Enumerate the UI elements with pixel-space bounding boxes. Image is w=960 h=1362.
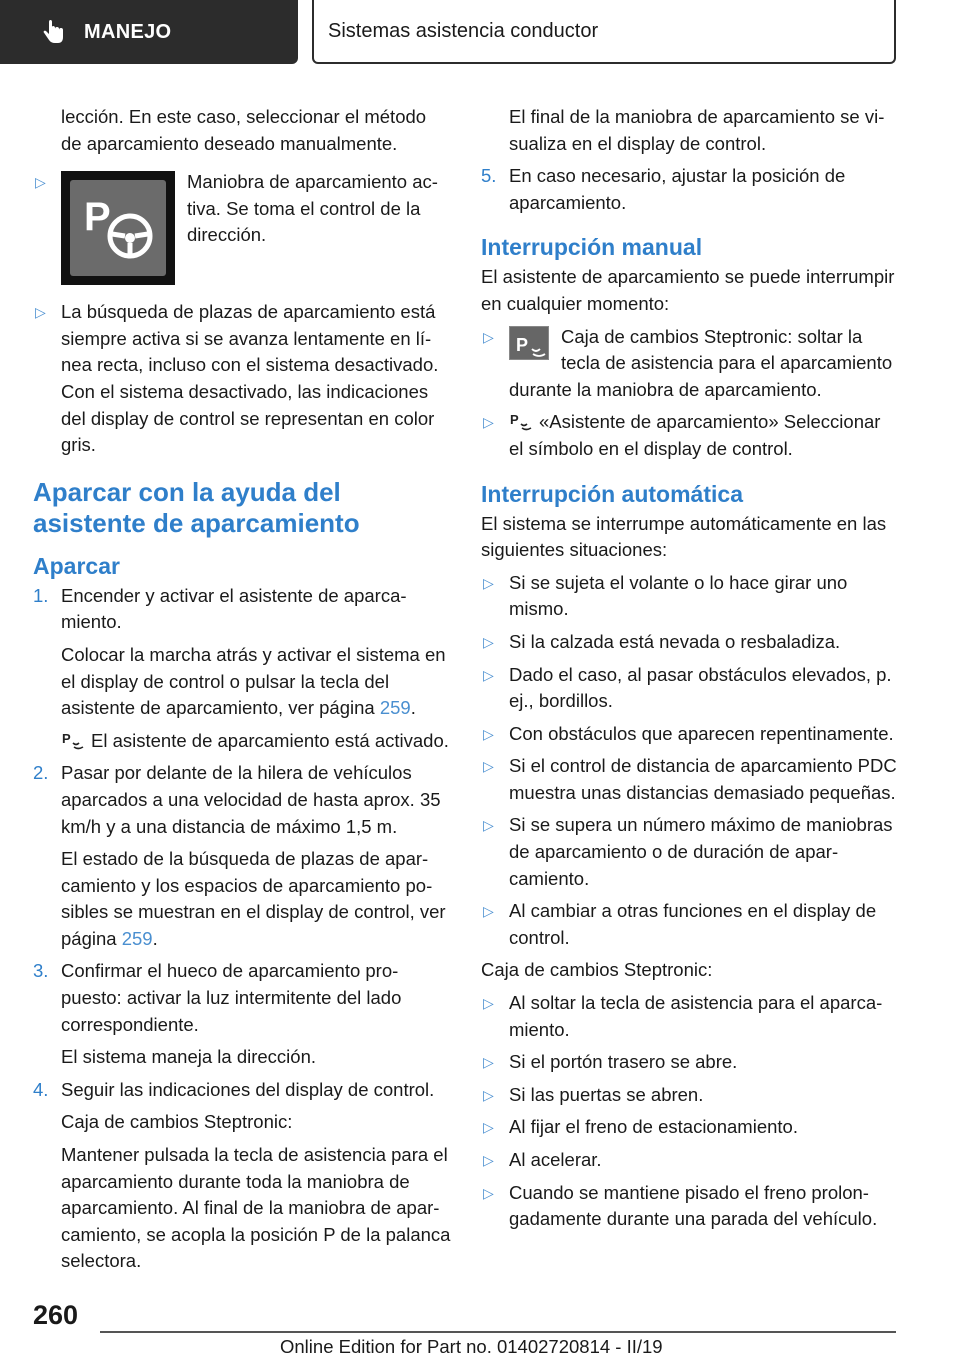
bullet-icon: ▷ xyxy=(483,574,494,591)
step-number: 4. xyxy=(33,1078,49,1100)
paragraph: Mantener pulsada la tecla de asistencia para el aparcamiento durante toda la maniobra de aparcamiento. Al final de la maniobra de aparcamiento, se acopla la posición P de la palanca selectora. xyxy=(61,1144,451,1272)
bullet-icon: ▷ xyxy=(483,758,494,775)
hand-icon xyxy=(40,18,68,46)
step-text: Seguir las indicaciones del display de control. xyxy=(61,1078,435,1100)
parking-assistant-icon xyxy=(61,729,85,751)
svg-text:P: P xyxy=(516,334,529,355)
subsection-heading: Aparcar xyxy=(33,552,120,579)
bullet-text: Al fijar el freno de estacionamiento. xyxy=(509,1116,798,1138)
page-number: 260 xyxy=(33,1300,79,1330)
right-column xyxy=(481,104,899,1239)
bullet-icon: ▷ xyxy=(483,1054,494,1071)
bullet-icon: ▷ xyxy=(483,1086,494,1103)
bullet-icon: ▷ xyxy=(483,817,494,834)
paragraph: Caja de cambios Steptronic: xyxy=(61,1111,293,1133)
step-text: En caso necesario, ajustar la posición de aparcamiento. xyxy=(509,165,846,213)
section-heading: Aparcar con la ayuda del asistente de aparcamiento xyxy=(33,476,360,538)
parking-steering-image xyxy=(61,171,175,285)
step-item xyxy=(33,1077,451,1104)
list-item xyxy=(33,169,451,293)
list-item xyxy=(481,409,899,462)
bullet-text: Si el control de distancia de aparcamiento PDC muestra unas distancias demasiado pequeñas. xyxy=(509,755,897,803)
paragraph: El sistema maneja la dirección. xyxy=(61,1046,316,1068)
list-item xyxy=(481,1082,899,1109)
step-number: 2. xyxy=(33,762,49,784)
parking-assistant-icon xyxy=(509,410,533,432)
paragraph: El estado de la búsqueda de plazas de aparcamiento y los espacios de aparcamiento posibles se muestran en el display de control, ver página 259. xyxy=(61,848,446,949)
svg-text:P: P xyxy=(510,412,519,428)
step-item xyxy=(33,583,451,636)
paragraph: lección. En este caso, seleccionar el método de aparcamiento deseado manualmente. xyxy=(61,106,427,154)
list-item xyxy=(33,299,451,459)
page-link[interactable]: 259 xyxy=(121,927,153,949)
bullet-icon: ▷ xyxy=(35,304,46,321)
left-column xyxy=(33,104,451,1281)
bullet-icon: ▷ xyxy=(483,1184,494,1201)
list-item xyxy=(481,629,899,656)
step-text: Encender y activar el asistente de aparcamiento. xyxy=(61,584,407,633)
list-item xyxy=(481,898,899,951)
bullet-icon: ▷ xyxy=(483,633,494,650)
svg-text:P: P xyxy=(84,195,111,240)
bullet-icon: ▷ xyxy=(483,725,494,742)
step-number: 3. xyxy=(33,960,49,982)
page-header xyxy=(0,0,960,66)
bullet-text: Al soltar la tecla de asistencia para el aparcamiento. xyxy=(509,992,883,1040)
list-item xyxy=(481,812,899,892)
bullet-text: Con obstáculos que aparecen repentinamente. xyxy=(509,722,894,744)
section-tab xyxy=(0,0,298,64)
bullet-icon: ▷ xyxy=(483,903,494,920)
parking-button-image xyxy=(509,326,549,360)
bullet-text: Si la calzada está nevada o resbaladiza. xyxy=(509,630,841,652)
chapter-title: Sistemas asistencia conductor xyxy=(328,19,599,42)
step-item xyxy=(33,958,451,1038)
bullet-icon: ▷ xyxy=(483,414,494,431)
bullet-text: Dado el caso, al pasar obstáculos elevados, p. ej., bordillos. xyxy=(509,663,892,712)
section-title: MANEJO xyxy=(84,20,172,43)
bullet-icon: ▷ xyxy=(483,1152,494,1168)
list-item xyxy=(481,662,899,715)
subsection-heading: Interrupción automática xyxy=(481,480,743,507)
bullet-icon: ▷ xyxy=(483,328,494,345)
step-number: 5. xyxy=(481,165,497,187)
step-item xyxy=(33,760,451,840)
list-item xyxy=(481,1049,899,1076)
paragraph: El sistema se interrumpe automáticamente en las siguientes situaciones: xyxy=(481,512,887,561)
bullet-text: Cuando se mantiene pisado el freno prolongadamente durante una parada del vehículo. xyxy=(509,1181,878,1230)
step-text: Pasar por delante de la hilera de vehículos aparcados a una velocidad de hasta aprox. 35 km/h y a una distancia de máximo 1,5 m. xyxy=(61,762,441,837)
bullet-text: Si se sujeta el volante o lo hace girar uno mismo. xyxy=(509,571,848,620)
parking-steering-icon xyxy=(70,180,166,276)
bullet-text: Al cambiar a otras funciones en el display de control. xyxy=(509,900,877,948)
footer-divider xyxy=(100,1331,896,1333)
list-item xyxy=(481,1114,899,1141)
bullet-text: Si las puertas se abren. xyxy=(509,1083,704,1105)
bullet-text: Maniobra de aparcamiento activa. Se toma el control de la dirección. xyxy=(187,171,438,246)
list-item xyxy=(481,753,899,806)
subsection-heading: Interrupción manual xyxy=(481,234,703,261)
bullet-icon: ▷ xyxy=(483,995,494,1012)
svg-text:P: P xyxy=(62,730,71,746)
bullet-text: «Asistente de aparcamiento» Seleccionar el símbolo en el display de control. xyxy=(509,411,881,459)
page-link[interactable]: 259 xyxy=(379,697,411,719)
bullet-text: Al acelerar. xyxy=(509,1149,602,1170)
list-item xyxy=(481,990,899,1043)
bullet-text: La búsqueda de plazas de aparcamiento está siempre activa si se avanza lentamente en línea recta, incluso con el sistema desactivado. Con el sistema desactivado, las indicaciones del display de control se representan en color gris. xyxy=(61,301,439,456)
list-item xyxy=(481,721,899,748)
step-number: 1. xyxy=(33,584,49,606)
paragraph: El final de la maniobra de aparcamiento se visualiza en el display de control. xyxy=(509,106,885,154)
bullet-icon: ▷ xyxy=(483,666,494,683)
step-text: Confirmar el hueco de aparcamiento propuesto: activar la luz intermitente del lado correspondiente. xyxy=(61,960,402,1035)
paragraph: P El asistente de aparcamiento está activado. xyxy=(62,729,449,751)
parking-button-icon xyxy=(510,327,550,361)
bullet-text: Si el portón trasero se abre. xyxy=(509,1051,738,1073)
paragraph: El asistente de aparcamiento se puede interrumpir en cualquier momento: xyxy=(481,266,895,314)
list-item xyxy=(481,324,899,404)
list-item xyxy=(481,1180,899,1233)
list-item xyxy=(481,570,899,623)
bullet-icon: ▷ xyxy=(35,174,46,191)
bullet-text: Caja de cambios Steptronic: soltar la tecla de asistencia para el aparcamiento durante la maniobra de aparcamiento. xyxy=(509,325,893,400)
paragraph: Caja de cambios Steptronic: xyxy=(481,959,713,981)
step-item xyxy=(481,163,899,216)
edition-note: Online Edition for Part no. 01402720814 - II/19 xyxy=(280,1336,663,1357)
list-item xyxy=(481,1147,899,1174)
paragraph: Colocar la marcha atrás y activar el sistema en el display de control o pulsar la tecla del asistente de aparcamiento, ver página 259. xyxy=(61,643,446,719)
bullet-text: Si se supera un número máximo de maniobras de aparcamiento o de duración de aparcamiento. xyxy=(509,814,893,889)
chapter-tab xyxy=(312,0,896,64)
bullet-icon: ▷ xyxy=(483,1119,494,1136)
